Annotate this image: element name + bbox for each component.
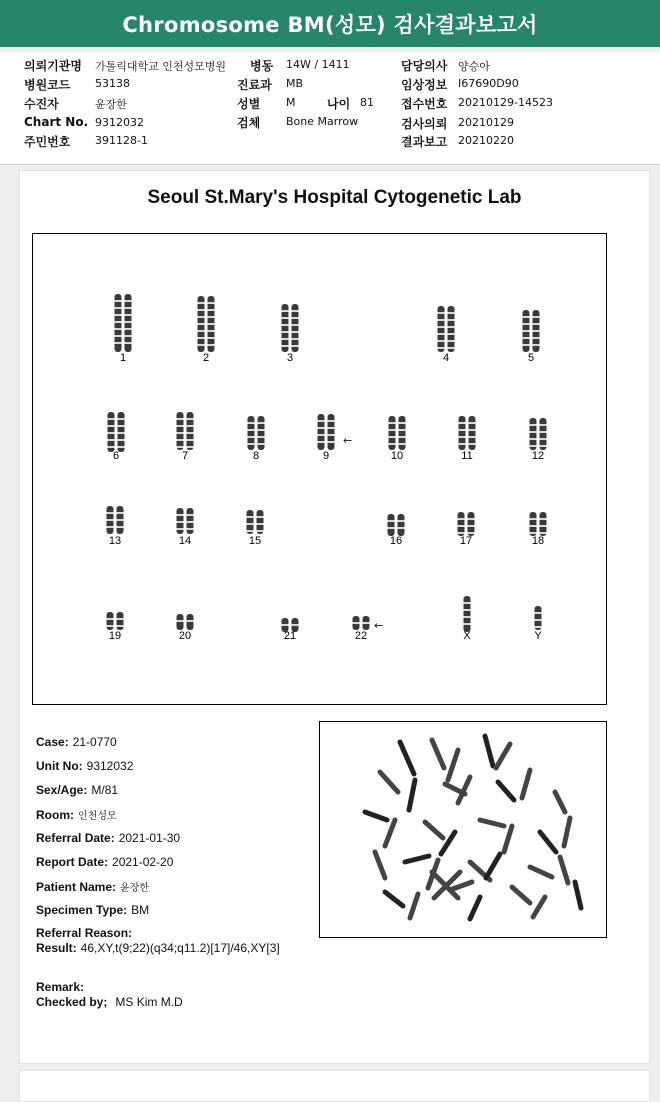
metaphase-chromosome	[522, 770, 530, 798]
chromosome-label-11: 11	[461, 450, 473, 462]
result-row	[36, 941, 280, 955]
result-date-label: 결과보고	[401, 135, 448, 149]
chromosome-pair-7	[177, 412, 194, 450]
next-page-card	[19, 1070, 650, 1102]
case-row	[36, 735, 117, 749]
remark-label: Remark:	[36, 980, 85, 994]
metaphase-chromosome	[425, 822, 443, 838]
chromosome-label-7: 7	[181, 450, 189, 462]
metaphase-chromosome	[432, 740, 444, 768]
room-label: Room:	[36, 808, 74, 822]
chromosome-pair-22	[353, 616, 370, 630]
chart-label: Chart No.	[24, 115, 89, 129]
dept-label: 진료과	[237, 78, 272, 92]
pname-value: 윤장한	[120, 883, 150, 894]
metaphase-chromosome	[385, 892, 403, 906]
room-value: 인천성모	[78, 811, 117, 822]
metaphase-chromosome	[365, 812, 387, 820]
chromosome-pair-4	[438, 306, 455, 352]
metaphase-spread-image	[320, 722, 606, 937]
sexage-label: Sex/Age:	[36, 783, 88, 797]
chromosome-pair-X	[464, 596, 471, 632]
report-title-bar	[0, 0, 660, 47]
chromosome-label-1: 1	[119, 352, 127, 364]
sexage-value: M/81	[91, 783, 119, 797]
chromosome-label-16: 16	[389, 535, 403, 547]
lab-title: Seoul St.Mary's Hospital Cytogenetic Lab	[147, 187, 522, 208]
chromosome-pair-17	[458, 512, 475, 536]
chromosome-pair-3	[282, 304, 299, 352]
metaphase-chromosome	[410, 894, 418, 918]
clinical-value: I67690D90	[458, 77, 519, 90]
unit-row	[36, 759, 133, 773]
metaphase-chromosome	[512, 887, 530, 903]
chromosome-pair-9	[318, 414, 335, 450]
code-value: 53138	[95, 77, 130, 90]
chromosome-label-8: 8	[252, 450, 260, 462]
chromosome-pair-16	[388, 514, 405, 536]
chromosome-pair-12	[530, 418, 547, 450]
chromosome-pair-5	[523, 310, 540, 352]
metaphase-chromosome	[504, 826, 512, 852]
chromosome-label-4: 4	[442, 352, 450, 364]
hospital-label: 의뢰기관명	[24, 59, 82, 73]
stype-value: BM	[131, 903, 150, 917]
metaphase-chromosome	[380, 772, 398, 792]
chromosome-pair-15	[247, 510, 264, 534]
case-value: 21-0770	[72, 735, 117, 749]
sex-label: 성별	[237, 97, 261, 111]
stype-label: Specimen Type:	[36, 903, 128, 917]
result-label: Result:	[36, 941, 77, 955]
refreason-row	[36, 926, 132, 940]
sexage-row	[36, 783, 118, 797]
age-value: 81	[360, 96, 374, 109]
refdate-label: Referral Date:	[36, 831, 115, 845]
checked-value: MS Kim M.D	[115, 995, 183, 1009]
chromosome-label-20: 20	[178, 630, 192, 642]
pname-row	[36, 879, 149, 894]
metaphase-chromosome	[480, 820, 504, 826]
metaphase-chromosome	[540, 832, 556, 852]
unit-label: Unit No:	[36, 759, 83, 773]
receipt-value: 20210129-14523	[458, 96, 553, 109]
metaphase-chromosome	[555, 792, 565, 812]
arrow-chr22: ←	[374, 619, 384, 632]
metaphase-chromosome	[496, 744, 510, 768]
id-label: 주민번호	[24, 135, 71, 149]
patient-info-panel	[0, 52, 660, 165]
chromosome-label-14: 14	[178, 535, 192, 547]
checked-label: Checked by;	[36, 995, 108, 1009]
karyotype-panel	[32, 233, 607, 705]
patient-label: 수진자	[24, 97, 59, 111]
metaphase-spread-panel	[319, 721, 607, 938]
metaphase-chromosome	[450, 882, 472, 890]
result-value: 46,XY,t(9;22)(q34;q11.2)[17]/46,XY[3]	[80, 941, 280, 955]
repdate-label: Report Date:	[36, 855, 109, 869]
chromosome-pair-18	[530, 512, 547, 536]
chromosome-label-15: 15	[248, 535, 262, 547]
metaphase-chromosome	[385, 820, 395, 846]
metaphase-chromosome	[564, 818, 570, 846]
metaphase-chromosome	[470, 897, 480, 919]
refdate-value: 2021-01-30	[118, 831, 181, 845]
chromosome-label-10: 10	[390, 450, 404, 462]
chromosome-pair-1	[115, 294, 132, 352]
chromosome-pair-8	[248, 416, 265, 450]
chromosome-label-22: 22	[354, 630, 368, 642]
specimen-value: Bone Marrow	[286, 115, 359, 128]
metaphase-chromosome	[485, 736, 493, 766]
chromosome-label-21: 21	[283, 630, 297, 642]
cytogenetic-report	[19, 170, 650, 1064]
arrow-chr9: ←	[343, 434, 353, 447]
stype-row	[36, 903, 149, 917]
metaphase-chromosome	[375, 852, 385, 878]
result-date-value: 20210220	[458, 134, 514, 147]
chromosome-label-5: 5	[527, 352, 535, 364]
chromosome-pair-20	[177, 614, 194, 630]
chromosome-pair-6	[108, 412, 125, 452]
ward-value: 14W / 1411	[286, 58, 350, 71]
request-value: 20210129	[458, 116, 514, 129]
repdate-value: 2021-02-20	[112, 855, 174, 869]
hospital-value: 가톨릭대학교 인천성모병원	[95, 60, 227, 73]
chromosome-pair-Y	[535, 606, 542, 630]
doctor-label: 담당의사	[401, 59, 448, 73]
chromosome-label-18: 18	[531, 535, 545, 547]
chromosome-label-6: 6	[112, 450, 120, 462]
metaphase-chromosome	[560, 857, 568, 883]
sex-value: M	[286, 96, 296, 109]
metaphase-chromosome	[400, 742, 414, 774]
chromosome-label-13: 13	[108, 535, 122, 547]
pname-label: Patient Name:	[36, 880, 117, 894]
chromosome-pair-11	[459, 416, 476, 450]
doctor-value: 양승아	[458, 60, 490, 73]
chromosome-label-9: 9	[322, 450, 330, 462]
chromosome-label-X: X	[463, 630, 471, 642]
metaphase-chromosome	[409, 780, 415, 810]
chromosome-label-12: 12	[531, 450, 545, 462]
chromosome-label-17: 17	[459, 535, 473, 547]
chromosome-label-19: 19	[108, 630, 122, 642]
remark-row	[36, 980, 84, 994]
metaphase-chromosome	[486, 854, 500, 878]
receipt-label: 접수번호	[401, 97, 448, 111]
unit-value: 9312032	[86, 759, 134, 773]
repdate-row	[36, 855, 173, 869]
dept-value: MB	[286, 77, 304, 90]
ward-label: 병동	[250, 59, 274, 73]
checked-row	[36, 995, 183, 1009]
clinical-label: 임상정보	[401, 78, 448, 92]
chromosome-pair-19	[107, 612, 124, 630]
request-label: 검사의뢰	[401, 117, 448, 131]
chromosome-label-Y: Y	[534, 630, 542, 642]
chromosome-pair-2	[198, 296, 215, 352]
report-title: Chromosome BM(성모) 검사결과보고서	[122, 12, 538, 37]
chromosome-pair-14	[177, 508, 194, 534]
refdate-row	[36, 831, 180, 845]
chart-value: 9312032	[95, 116, 144, 129]
metaphase-chromosome	[405, 856, 429, 862]
specimen-label: 검체	[237, 116, 261, 130]
chromosome-label-2: 2	[202, 352, 210, 364]
karyotype-image	[33, 234, 606, 704]
age-label: 나이	[327, 97, 351, 111]
metaphase-chromosome	[498, 782, 514, 800]
code-label: 병원코드	[24, 78, 71, 92]
room-row	[36, 807, 117, 822]
metaphase-chromosome	[448, 750, 458, 780]
id-value: 391128-1	[95, 134, 148, 147]
refreason-label: Referral Reason:	[36, 926, 133, 940]
chromosome-label-3: 3	[286, 352, 294, 364]
metaphase-chromosome	[530, 867, 552, 877]
case-label: Case:	[36, 735, 69, 749]
metaphase-chromosome	[575, 882, 581, 908]
patient-value: 윤장한	[95, 98, 127, 111]
chromosome-pair-13	[107, 506, 124, 534]
metaphase-chromosome	[533, 897, 545, 917]
chromosome-pair-10	[389, 416, 406, 450]
